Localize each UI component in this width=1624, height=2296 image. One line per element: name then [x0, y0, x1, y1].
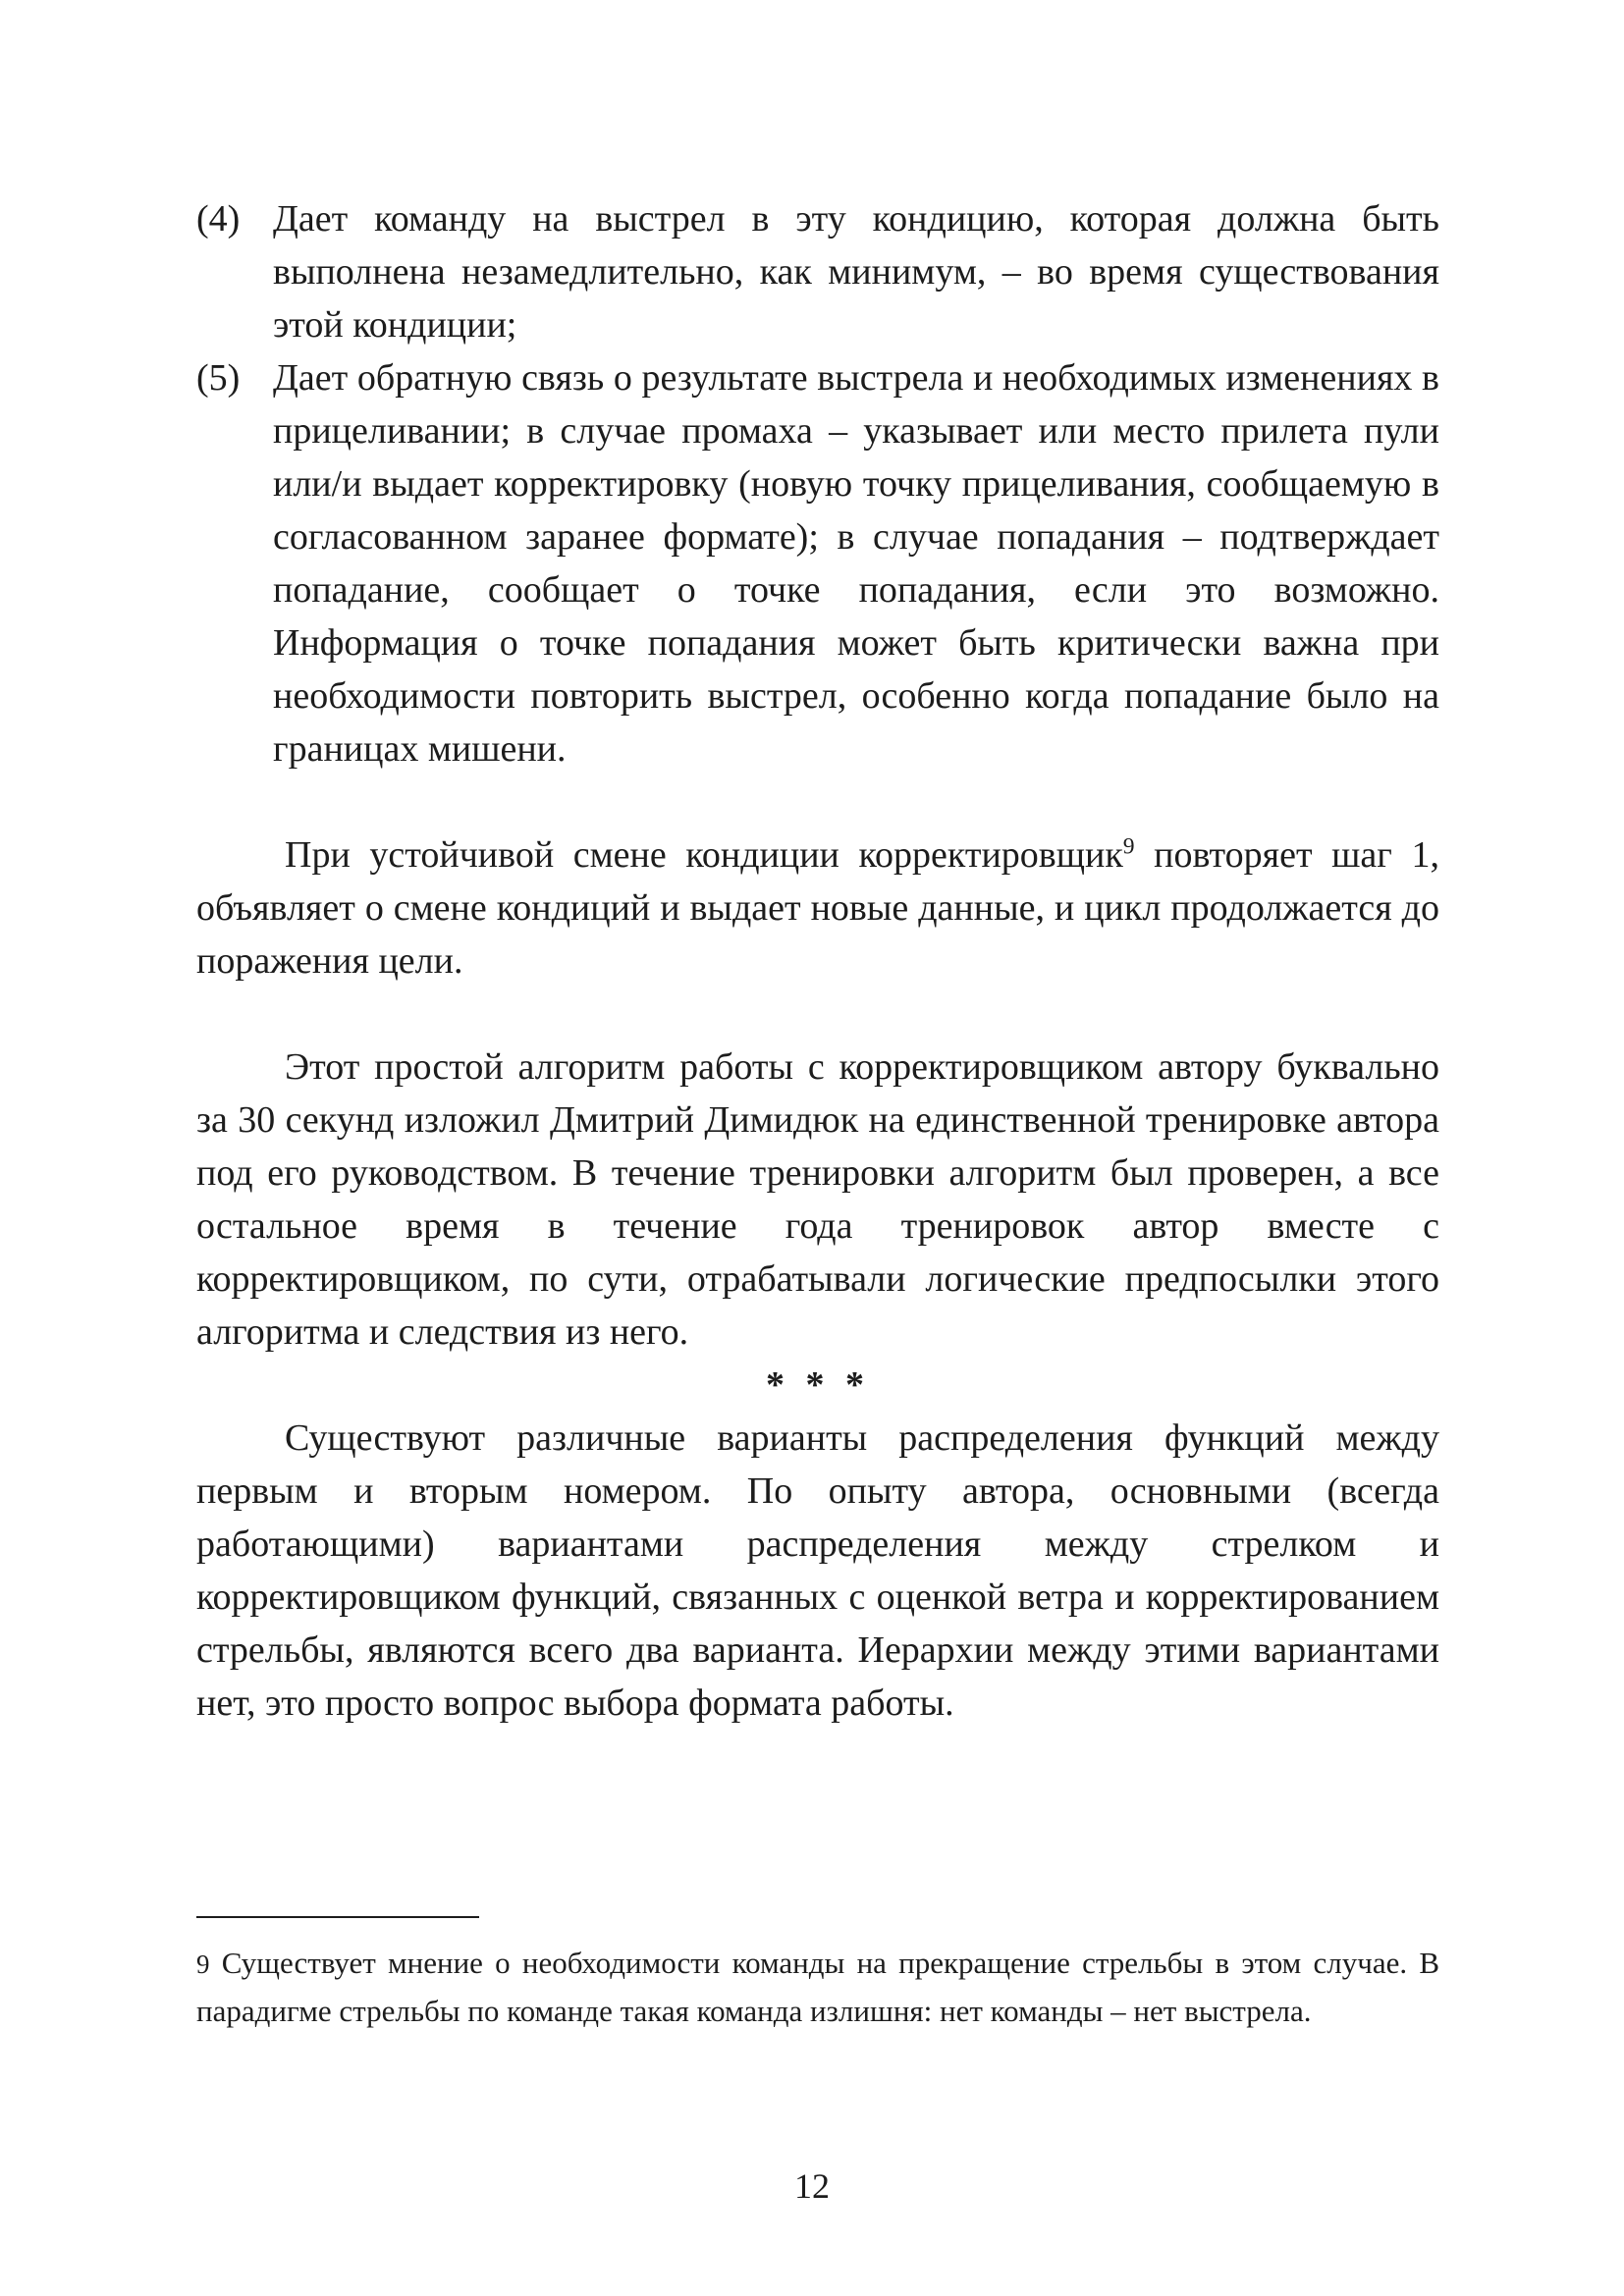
list-item-number: (4) [196, 198, 241, 240]
list-item-text: Дает обратную связь о результате выстрела и необходимых изменениях в прицеливании; в случае промаха – указывает или место прилета пули или/и выдает корректировку (новую точку прицеливания, сообщаемую в согласованном заранее формате); в случае попадания – подтверждает попадание, сообщает о точке попадания, если это возможно. Информация о точке попадания может быть критически важна при необходимости повторить выстрел, особенно когда попадание было на границах мишени. [273, 357, 1439, 770]
footnote [196, 1940, 1439, 2034]
paragraph-algorithm: Этот простой алгоритм работы с корректировщиком автору буквально за 30 секунд изложил Дмитрий Димидюк на единственной тренировке автора под его руководством. В течение тренировки алгоритм был проверен, а все остальное время в течение года тренировок автор вместе с корректировщиком, по сути, отрабатывали логические предпосылки этого алгоритма и следствия из него. [196, 1046, 1439, 1353]
paragraph-text: При устойчивой смене кондиции корректировщик [285, 834, 1123, 876]
list-item-number: (5) [196, 357, 241, 399]
footnote-reference: 9 [1122, 833, 1135, 860]
footnote-text-span: Существует мнение о необходимости команды на прекращение стрельбы в этом случае. В парадигме стрельбы по команде такая команда излишня: нет команды – нет выстрела. [196, 1946, 1439, 2028]
footnote-block [196, 1916, 1439, 2034]
paragraph-variants: Существуют различные варианты распределения функций между первым и вторым номером. По опыту автора, основными (всегда работающими) вариантами распределения между стрелком и корректировщиком функций, связанных с оценкой ветра и корректированием стрельбы, являются всего два варианта. Иерархии между этими вариантами нет, это просто вопрос выбора формата работы. [196, 1417, 1439, 1724]
list-item-5 [196, 351, 1439, 775]
section-separator: * * * [766, 1364, 870, 1406]
list-item-text: Дает команду на выстрел в эту кондицию, которая должна быть выполнена незамедлительно, как минимум, – во время существования этой кондиции; [273, 198, 1439, 346]
page-number: 12 [794, 2166, 830, 2206]
footnote-rule [196, 1916, 479, 1918]
paragraph-text: повторяет шаг 1, объявляет о смене кондиций и выдает новые данные, и цикл продолжается до поражения цели. [196, 834, 1439, 982]
footnote-marker: 9 [196, 1949, 210, 1979]
paragraph-condition-change [196, 828, 1439, 988]
list-item-4 [196, 192, 1439, 351]
